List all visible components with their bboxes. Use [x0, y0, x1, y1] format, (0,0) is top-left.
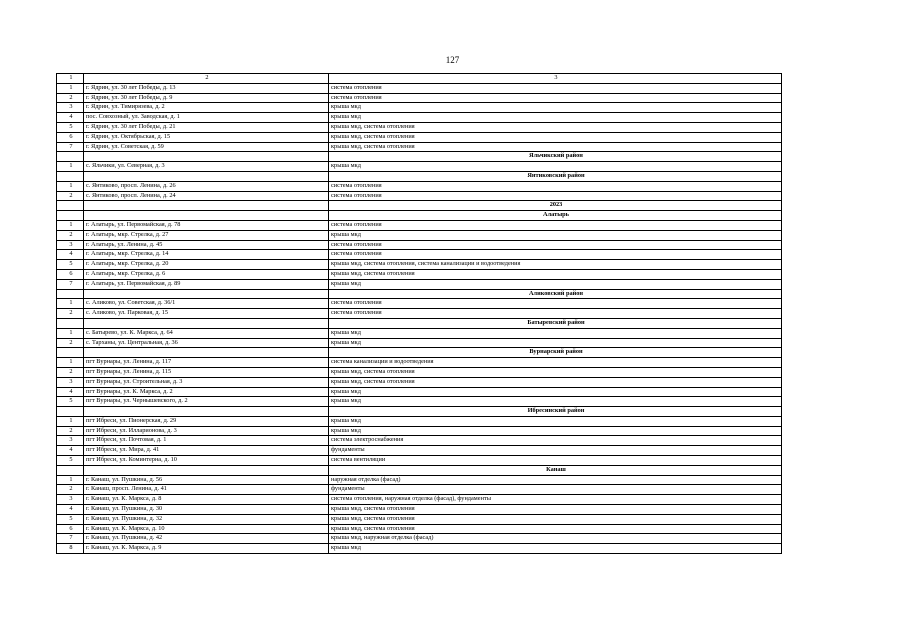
work-type-cell: крыша мкд, система отопления	[329, 505, 782, 515]
section-title: Ибресинский район	[329, 407, 782, 417]
header-col-1: 1	[57, 74, 84, 84]
work-type-cell: система электроснабжения	[329, 436, 782, 446]
row-number: 4	[57, 113, 84, 123]
work-type-cell: крыша мкд, система отопления	[329, 524, 782, 534]
work-type-cell: крыша мкд	[329, 230, 782, 240]
row-number: 2	[57, 367, 84, 377]
table-row	[57, 142, 782, 152]
address-cell: г. Канаш, ул. Пушкина, д. 30	[84, 505, 329, 515]
table-row	[57, 436, 782, 446]
section-row	[57, 152, 782, 162]
work-type-cell: фундаменты	[329, 446, 782, 456]
row-number: 3	[57, 240, 84, 250]
row-number: 7	[57, 534, 84, 544]
row-number: 5	[57, 260, 84, 270]
address-cell: г. Алатырь, мкр. Стрелка, д. 6	[84, 269, 329, 279]
work-type-cell: система отопления	[329, 220, 782, 230]
address-cell: г. Ядрин, ул. Тимирязева, д. 2	[84, 103, 329, 113]
address-cell: пгт Вурнары, ул. Ленина, д. 117	[84, 358, 329, 368]
table-row	[57, 132, 782, 142]
section-title: Батыревский район	[329, 318, 782, 328]
table-row	[57, 358, 782, 368]
work-type-cell: крыша мкд, система отопления	[329, 377, 782, 387]
row-number: 5	[57, 514, 84, 524]
table-row	[57, 299, 782, 309]
work-type-cell: крыша мкд, система отопления	[329, 122, 782, 132]
row-number: 8	[57, 544, 84, 554]
section-row	[57, 348, 782, 358]
empty-cell	[57, 211, 84, 221]
empty-cell	[84, 171, 329, 181]
section-row	[57, 465, 782, 475]
row-number: 5	[57, 122, 84, 132]
work-type-cell: крыша мкд	[329, 103, 782, 113]
address-cell: с. Яльчики, ул. Северная, д. 3	[84, 162, 329, 172]
row-number: 1	[57, 220, 84, 230]
address-cell: с. Аликово, ул. Советская, д. 36/1	[84, 299, 329, 309]
address-cell: пгт Ибреси, ул. Почтовая, д. 1	[84, 436, 329, 446]
address-cell: пгт Вурнары, ул. Ленина, д. 115	[84, 367, 329, 377]
table-row	[57, 338, 782, 348]
section-title: 2023	[329, 201, 782, 211]
table-row	[57, 416, 782, 426]
work-type-cell: крыша мкд, система отопления	[329, 132, 782, 142]
address-cell: пгт Вурнары, ул. Чернышевского, д. 2	[84, 397, 329, 407]
work-type-cell: крыша мкд	[329, 113, 782, 123]
address-cell: пгт Вурнары, ул. К. Маркса, д. 2	[84, 387, 329, 397]
table-row	[57, 495, 782, 505]
row-number: 3	[57, 377, 84, 387]
table-row	[57, 122, 782, 132]
page-number: 127	[445, 55, 460, 65]
table-row	[57, 397, 782, 407]
address-cell: пгт Ибреси, ул. Пионерская, д. 29	[84, 416, 329, 426]
address-cell: с. Батырево, ул. К. Маркса, д. 64	[84, 328, 329, 338]
table-row	[57, 309, 782, 319]
address-cell: пгт Ибреси, ул. Коминтерна, д. 10	[84, 456, 329, 466]
address-cell: г. Канаш, ул. К. Маркса, д. 8	[84, 495, 329, 505]
work-type-cell: крыша мкд, система отопления	[329, 142, 782, 152]
table-row	[57, 83, 782, 93]
address-cell: с. Янтиково, просп. Ленина, д. 24	[84, 191, 329, 201]
repair-table	[56, 73, 782, 554]
address-cell: г. Алатырь, мкр. Стрелка, д. 27	[84, 230, 329, 240]
work-type-cell: крыша мкд	[329, 338, 782, 348]
table-row	[57, 377, 782, 387]
table-row	[57, 387, 782, 397]
address-cell: с. Янтиково, просп. Ленина, д. 26	[84, 181, 329, 191]
row-number: 2	[57, 426, 84, 436]
address-cell: г. Алатырь, ул. Первомайская, д. 89	[84, 279, 329, 289]
address-cell: г. Канаш, ул. Пушкина, д. 32	[84, 514, 329, 524]
empty-cell	[57, 407, 84, 417]
row-number: 1	[57, 162, 84, 172]
address-cell: г. Канаш, ул. Пушкина, д. 56	[84, 475, 329, 485]
work-type-cell: крыша мкд	[329, 162, 782, 172]
row-number: 1	[57, 358, 84, 368]
address-cell: г. Ядрин, ул. 30 лет Победы, д. 13	[84, 83, 329, 93]
work-type-cell: крыша мкд, наружная отделка (фасад)	[329, 534, 782, 544]
empty-cell	[57, 152, 84, 162]
empty-cell	[84, 201, 329, 211]
work-type-cell: система вентиляции	[329, 456, 782, 466]
section-row	[57, 171, 782, 181]
work-type-cell: крыша мкд	[329, 397, 782, 407]
work-type-cell: крыша мкд	[329, 328, 782, 338]
row-number: 4	[57, 446, 84, 456]
address-cell: пос. Совхозный, ул. Заводская, д. 1	[84, 113, 329, 123]
table-row	[57, 446, 782, 456]
address-cell: пгт Ибреси, ул. Илларионова, д. 3	[84, 426, 329, 436]
work-type-cell: система отопления	[329, 181, 782, 191]
row-number: 1	[57, 416, 84, 426]
section-row	[57, 318, 782, 328]
section-title: Аликовский район	[329, 289, 782, 299]
row-number: 2	[57, 309, 84, 319]
address-cell: г. Ядрин, ул. 30 лет Победы, д. 21	[84, 122, 329, 132]
work-type-cell: система канализации и водоотведения	[329, 358, 782, 368]
row-number: 7	[57, 279, 84, 289]
address-cell: г. Ядрин, ул. 30 лет Победы, д. 9	[84, 93, 329, 103]
row-number: 4	[57, 250, 84, 260]
work-type-cell: крыша мкд	[329, 279, 782, 289]
work-type-cell: крыша мкд	[329, 426, 782, 436]
empty-cell	[57, 289, 84, 299]
table-row	[57, 544, 782, 554]
table-row	[57, 93, 782, 103]
row-number: 5	[57, 456, 84, 466]
row-number: 6	[57, 524, 84, 534]
row-number: 2	[57, 230, 84, 240]
address-cell: с. Тарханы, ул. Центральная, д. 36	[84, 338, 329, 348]
work-type-cell: система отопления, наружная отделка (фасад), фундаменты	[329, 495, 782, 505]
table-row	[57, 485, 782, 495]
section-row	[57, 201, 782, 211]
table-row	[57, 250, 782, 260]
work-type-cell: крыша мкд	[329, 544, 782, 554]
address-cell: г. Алатырь, мкр. Стрелка, д. 14	[84, 250, 329, 260]
empty-cell	[84, 289, 329, 299]
table-row	[57, 269, 782, 279]
table-row	[57, 113, 782, 123]
row-number: 4	[57, 387, 84, 397]
table-row	[57, 220, 782, 230]
work-type-cell: система отопления	[329, 93, 782, 103]
table-row	[57, 426, 782, 436]
table-row	[57, 162, 782, 172]
empty-cell	[57, 465, 84, 475]
row-number: 4	[57, 505, 84, 515]
table-row	[57, 181, 782, 191]
work-type-cell: система отопления	[329, 83, 782, 93]
row-number: 1	[57, 475, 84, 485]
table-row	[57, 191, 782, 201]
header-row	[57, 74, 782, 84]
address-cell: г. Канаш, ул. К. Маркса, д. 9	[84, 544, 329, 554]
table-body	[57, 74, 782, 554]
work-type-cell: наружная отделка (фасад)	[329, 475, 782, 485]
section-title: Алатырь	[329, 211, 782, 221]
work-type-cell: фундаменты	[329, 485, 782, 495]
section-title: Вурнарский район	[329, 348, 782, 358]
work-type-cell: крыша мкд, система отопления	[329, 514, 782, 524]
row-number: 6	[57, 132, 84, 142]
table-row	[57, 514, 782, 524]
row-number: 7	[57, 142, 84, 152]
header-col-3: 3	[329, 74, 782, 84]
section-row	[57, 289, 782, 299]
address-cell: пгт Ибреси, ул. Мира, д. 41	[84, 446, 329, 456]
work-type-cell: крыша мкд	[329, 387, 782, 397]
row-number: 3	[57, 436, 84, 446]
table-row	[57, 328, 782, 338]
table-row	[57, 279, 782, 289]
section-title: Янтиковский район	[329, 171, 782, 181]
address-cell: г. Алатырь, ул. Первомайская, д. 78	[84, 220, 329, 230]
empty-cell	[57, 348, 84, 358]
empty-cell	[84, 152, 329, 162]
address-cell: г. Ядрин, ул. Советская, д. 59	[84, 142, 329, 152]
table-row	[57, 524, 782, 534]
table-row	[57, 367, 782, 377]
row-number: 3	[57, 103, 84, 113]
table-row	[57, 103, 782, 113]
address-cell: г. Алатырь, ул. Ленина, д. 45	[84, 240, 329, 250]
row-number: 2	[57, 191, 84, 201]
row-number: 1	[57, 181, 84, 191]
work-type-cell: система отопления	[329, 309, 782, 319]
table-row	[57, 230, 782, 240]
section-row	[57, 211, 782, 221]
empty-cell	[57, 201, 84, 211]
work-type-cell: крыша мкд, система отопления	[329, 367, 782, 377]
address-cell: г. Алатырь, мкр. Стрелка, д. 20	[84, 260, 329, 270]
address-cell: с. Аликово, ул. Парковая, д. 15	[84, 309, 329, 319]
section-title: Канаш	[329, 465, 782, 475]
address-cell: г. Канаш, ул. Пушкина, д. 42	[84, 534, 329, 544]
empty-cell	[57, 171, 84, 181]
work-type-cell: крыша мкд, система отопления	[329, 269, 782, 279]
row-number: 6	[57, 269, 84, 279]
section-row	[57, 407, 782, 417]
work-type-cell: система отопления	[329, 240, 782, 250]
row-number: 5	[57, 397, 84, 407]
work-type-cell: крыша мкд, система отопления, система канализации и водоотведения	[329, 260, 782, 270]
row-number: 2	[57, 338, 84, 348]
row-number: 2	[57, 485, 84, 495]
section-title: Яльчикский район	[329, 152, 782, 162]
empty-cell	[84, 318, 329, 328]
address-cell: г. Канаш, ул. К. Маркса, д. 10	[84, 524, 329, 534]
table-row	[57, 534, 782, 544]
work-type-cell: система отопления	[329, 299, 782, 309]
address-cell: г. Канаш, просп. Ленина, д. 41	[84, 485, 329, 495]
header-col-2: 2	[84, 74, 329, 84]
work-type-cell: система отопления	[329, 250, 782, 260]
table-row	[57, 475, 782, 485]
table-row	[57, 240, 782, 250]
work-type-cell: система отопления	[329, 191, 782, 201]
row-number: 1	[57, 328, 84, 338]
empty-cell	[84, 407, 329, 417]
empty-cell	[84, 348, 329, 358]
row-number: 2	[57, 93, 84, 103]
row-number: 1	[57, 299, 84, 309]
address-cell: пгт Вурнары, ул. Строительная, д. 3	[84, 377, 329, 387]
empty-cell	[84, 465, 329, 475]
table-row	[57, 260, 782, 270]
address-cell: г. Ядрин, ул. Октябрьская, д. 15	[84, 132, 329, 142]
table-row	[57, 456, 782, 466]
work-type-cell: крыша мкд	[329, 416, 782, 426]
empty-cell	[57, 318, 84, 328]
empty-cell	[84, 211, 329, 221]
row-number: 1	[57, 83, 84, 93]
row-number: 3	[57, 495, 84, 505]
table-row	[57, 505, 782, 515]
